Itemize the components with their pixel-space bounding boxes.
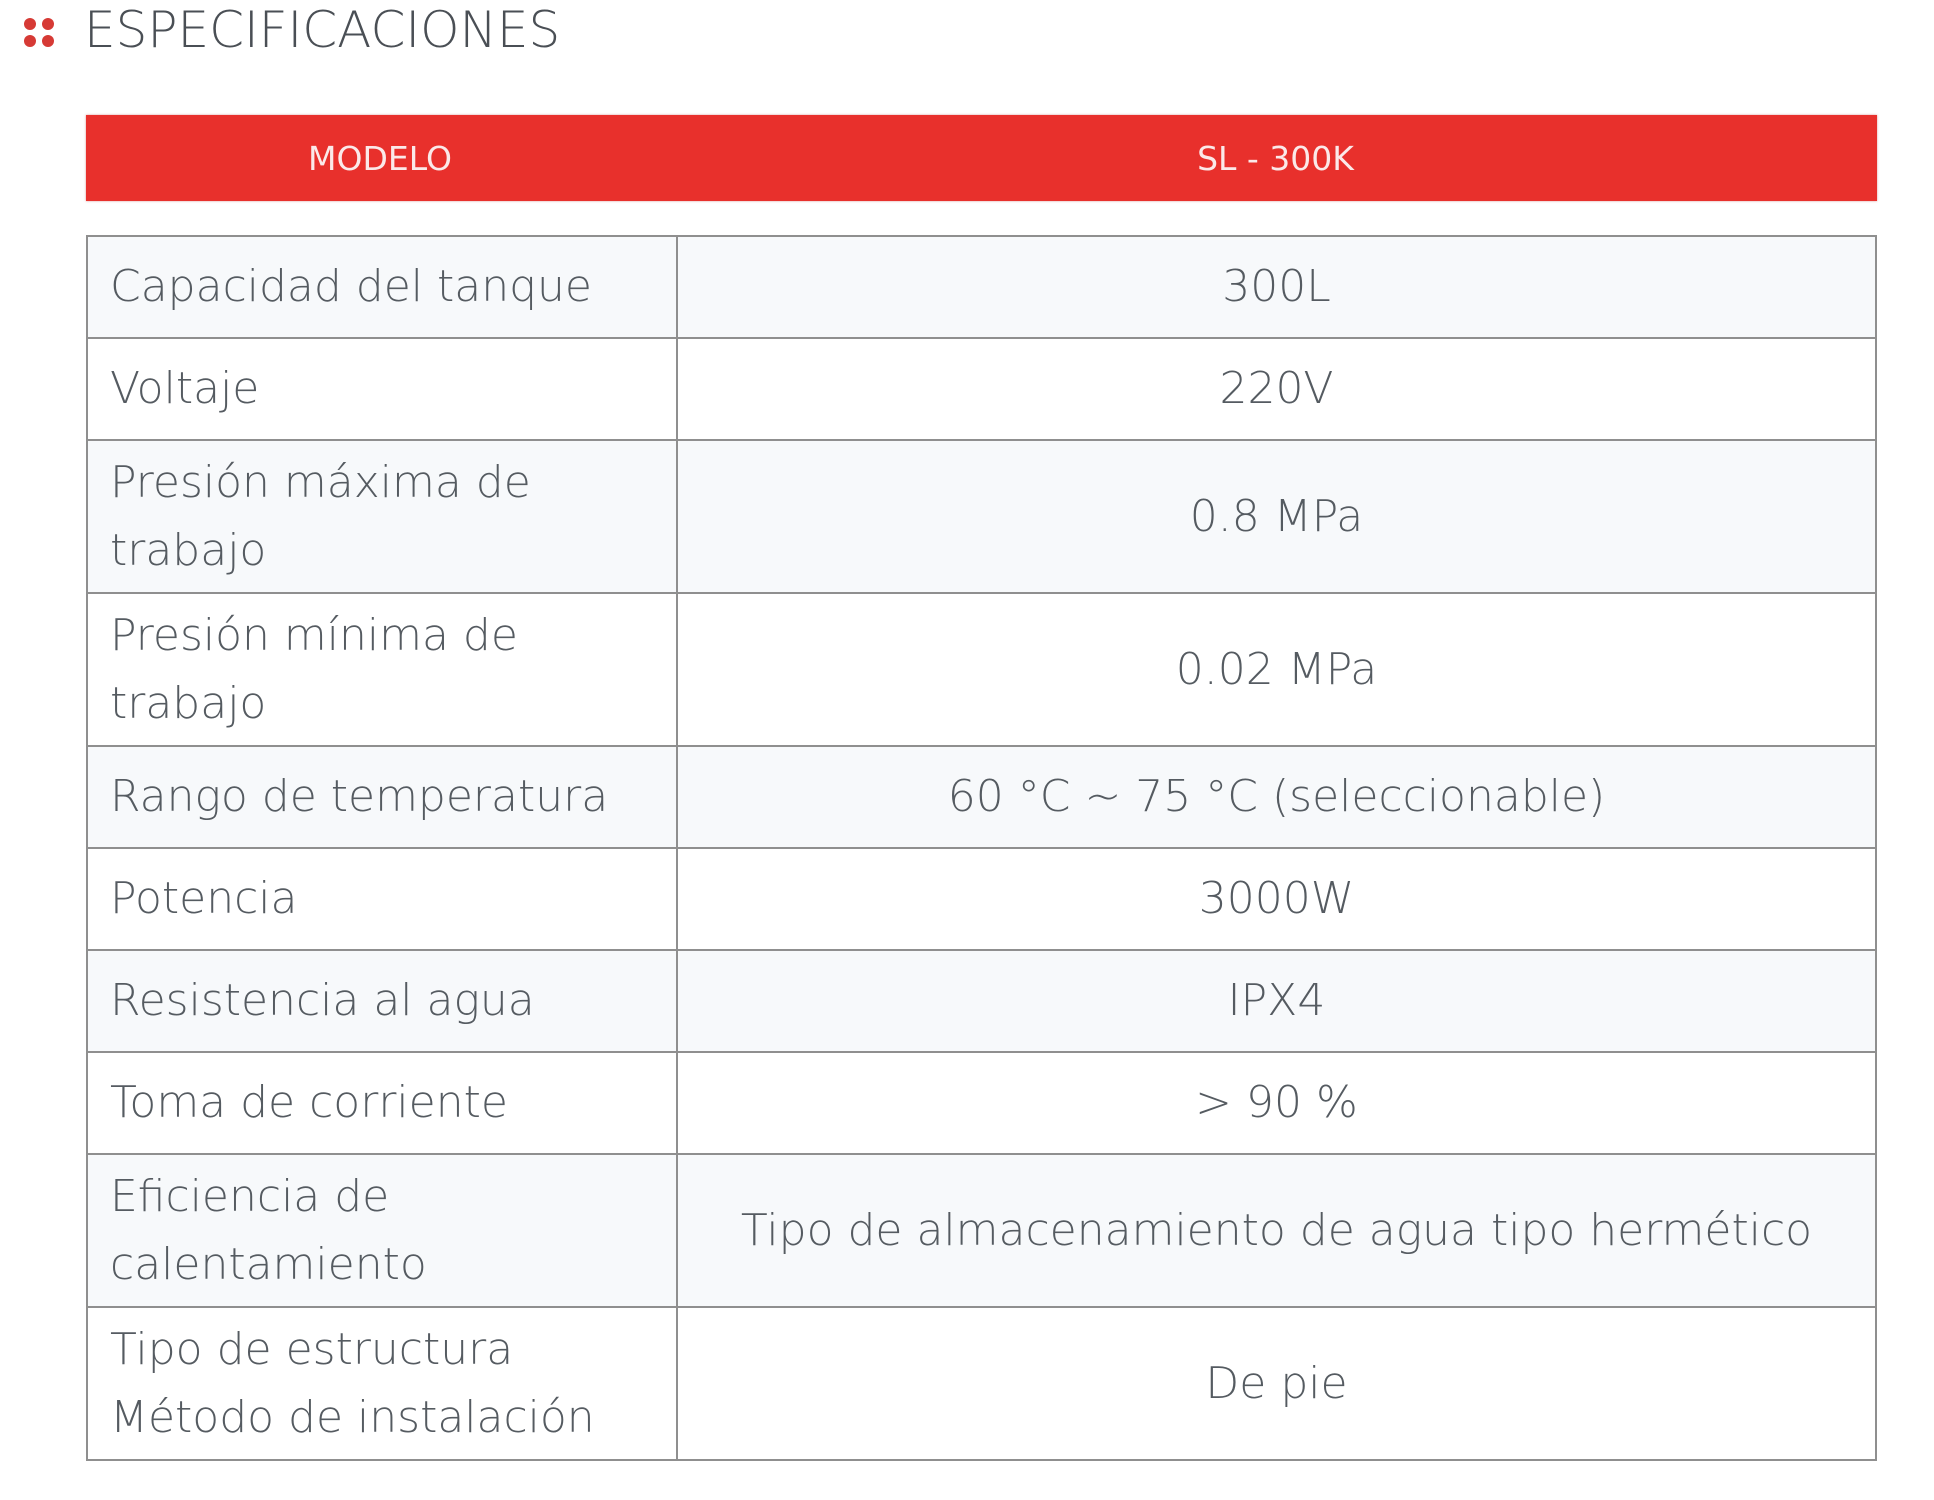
section-title: ESPECIFICACIONES — [84, 1, 561, 59]
spec-value: 3000W — [677, 848, 1876, 950]
table-row — [87, 1052, 1876, 1154]
header-model-value: SL - 300K — [1197, 138, 1354, 178]
table-row — [87, 338, 1876, 440]
spec-label: Eficiencia de calentamiento — [87, 1154, 677, 1307]
table-row — [87, 593, 1876, 746]
spec-value: > 90 % — [677, 1052, 1876, 1154]
table-row — [87, 440, 1876, 593]
spec-value: 60 °C ~ 75 °C (seleccionable) — [677, 746, 1876, 848]
spec-label: Presión mínima de trabajo — [87, 593, 677, 746]
spec-label: Voltaje — [87, 338, 677, 440]
specifications-table — [86, 235, 1877, 1461]
spec-value: 220V — [677, 338, 1876, 440]
spec-label: Potencia — [87, 848, 677, 950]
table-row — [87, 848, 1876, 950]
spec-label: Resistencia al agua — [87, 950, 677, 1052]
table-row — [87, 236, 1876, 338]
spec-label: Capacidad del tanque — [87, 236, 677, 338]
spec-value: De pie — [677, 1307, 1876, 1460]
table-row — [87, 1307, 1876, 1460]
spec-label: Rango de temperatura — [87, 746, 677, 848]
spec-value: Tipo de almacenamiento de agua tipo hermético — [677, 1154, 1876, 1307]
model-header-bar — [86, 115, 1877, 201]
spec-label: Presión máxima de trabajo — [87, 440, 677, 593]
section-heading — [22, 0, 560, 60]
spec-value: 300L — [677, 236, 1876, 338]
spec-value: IPX4 — [677, 950, 1876, 1052]
spec-label: Tipo de estructura Método de instalación — [87, 1307, 677, 1460]
table-row — [87, 950, 1876, 1052]
spec-label: Toma de corriente — [87, 1052, 677, 1154]
spec-value: 0.8 MPa — [677, 440, 1876, 593]
header-model-label: MODELO — [308, 138, 452, 178]
four-dots-icon — [22, 12, 58, 48]
spec-value: 0.02 MPa — [677, 593, 1876, 746]
table-row — [87, 1154, 1876, 1307]
table-row — [87, 746, 1876, 848]
